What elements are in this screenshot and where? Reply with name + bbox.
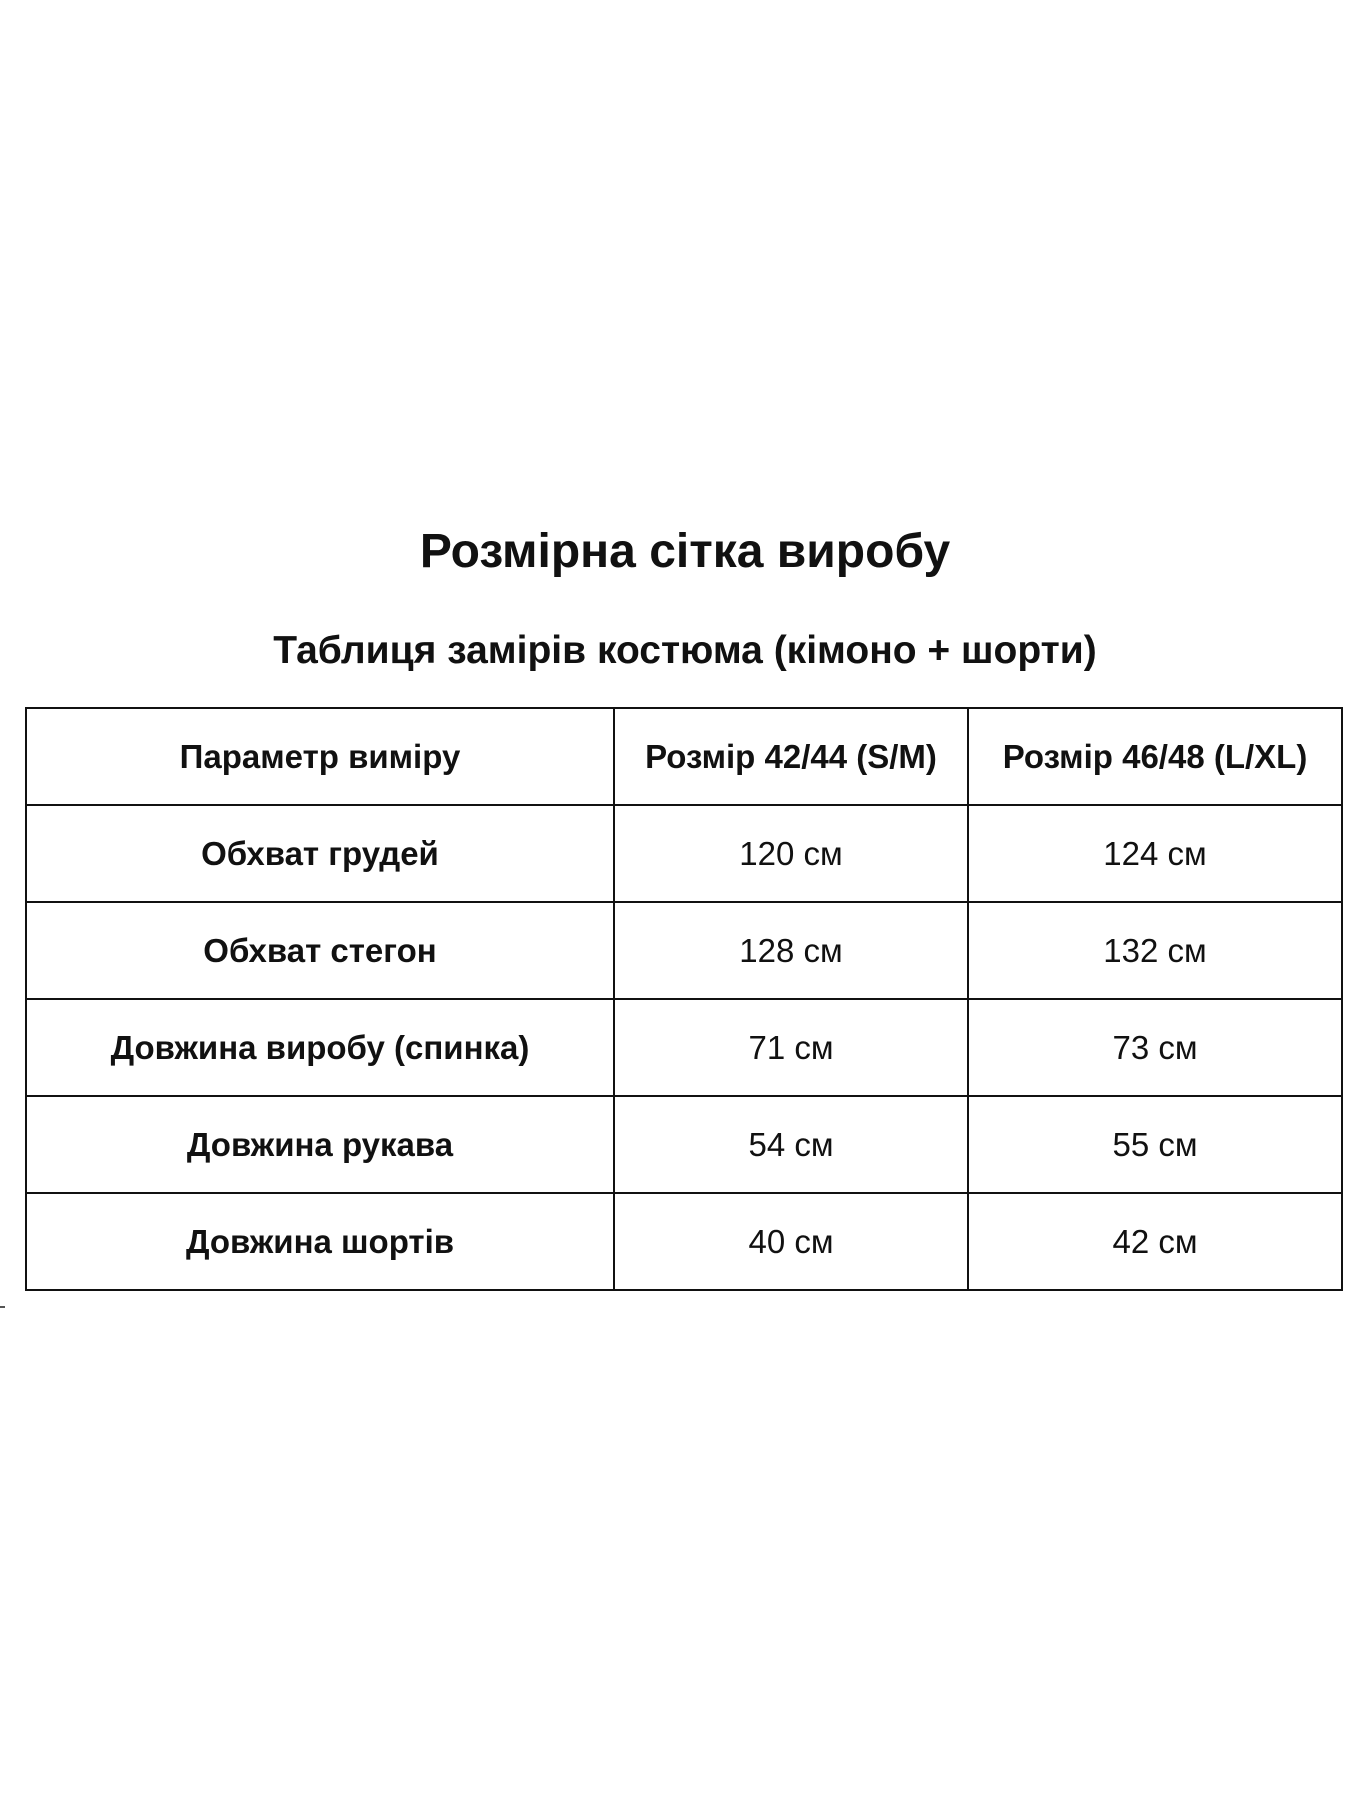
row-value-s-m: 120 см xyxy=(614,805,968,902)
row-value-l-xl: 124 см xyxy=(968,805,1342,902)
row-value-l-xl: 132 см xyxy=(968,902,1342,999)
row-parameter: Довжина виробу (спинка) xyxy=(26,999,614,1096)
row-value-l-xl: 42 см xyxy=(968,1193,1342,1290)
row-value-s-m: 54 см xyxy=(614,1096,968,1193)
table-row xyxy=(26,1193,1342,1290)
table-row xyxy=(26,999,1342,1096)
row-value-s-m: 40 см xyxy=(614,1193,968,1290)
row-value-l-xl: 73 см xyxy=(968,999,1342,1096)
table-row xyxy=(26,1096,1342,1193)
header-size-s-m: Розмір 42/44 (S/M) xyxy=(614,708,968,805)
row-value-s-m: 128 см xyxy=(614,902,968,999)
row-parameter: Довжина шортів xyxy=(26,1193,614,1290)
header-size-l-xl: Розмір 46/48 (L/XL) xyxy=(968,708,1342,805)
page-title: Розмірна сітка виробу xyxy=(419,525,951,578)
size-table xyxy=(25,707,1343,1291)
table-subtitle: Таблиця замірів костюма (кімоно + шорти) xyxy=(273,629,1097,672)
row-parameter: Довжина рукава xyxy=(26,1096,614,1193)
table-header-row xyxy=(26,708,1342,805)
row-value-l-xl: 55 см xyxy=(968,1096,1342,1193)
edge-mark xyxy=(0,1306,5,1308)
row-value-s-m: 71 см xyxy=(614,999,968,1096)
row-parameter: Обхват стегон xyxy=(26,902,614,999)
table-row xyxy=(26,805,1342,902)
table-row xyxy=(26,902,1342,999)
row-parameter: Обхват грудей xyxy=(26,805,614,902)
header-parameter: Параметр виміру xyxy=(26,708,614,805)
